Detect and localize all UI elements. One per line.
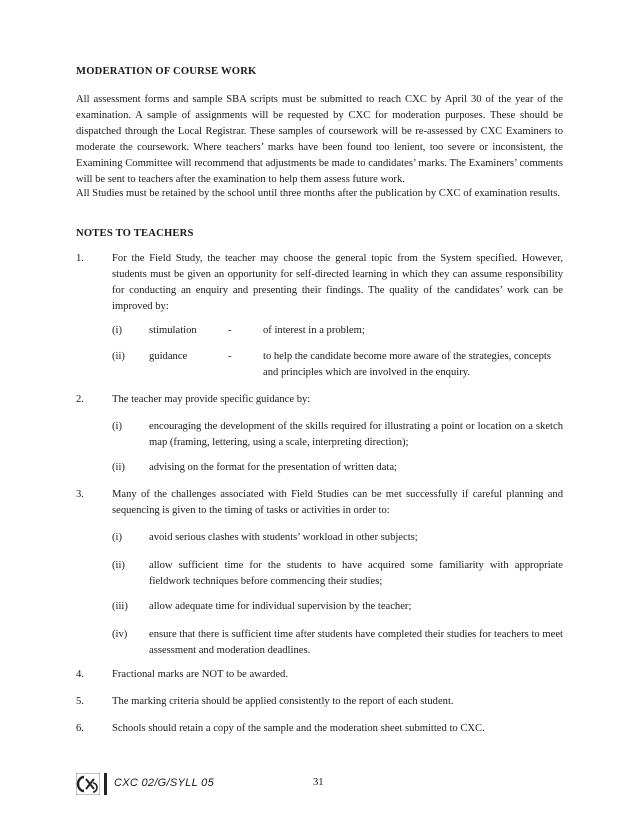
sub-text: to help the candidate become more aware of the strategies, concepts and principles which are involved in the enquiry. — [263, 351, 551, 378]
heading-notes: NOTES TO TEACHERS — [76, 228, 194, 239]
sub-text: of interest in a problem; — [263, 325, 365, 336]
footer-divider — [104, 773, 107, 795]
sub-number: (i) — [112, 532, 122, 543]
note-text: Fractional marks are NOT to be awarded. — [112, 669, 289, 680]
sub-dash: - — [228, 325, 232, 336]
sub-number: (iv) — [112, 629, 128, 640]
sub-text: encouraging the development of the skills required for illustrating a point or location on a sketch map (framing, lettering, using a scale, interpreting direction); — [149, 421, 563, 448]
note-number: 2. — [76, 394, 84, 405]
sub-number: (iii) — [112, 601, 128, 612]
sub-dash: - — [228, 351, 232, 362]
note-number: 5. — [76, 696, 84, 707]
note-text: The marking criteria should be applied consistently to the report of each student. — [112, 696, 454, 707]
sub-text: allow sufficient time for the students to have acquired some familiarity with appropriate fieldwork techniques before commencing their studies; — [149, 560, 563, 587]
note-number: 4. — [76, 669, 84, 680]
note-text: The teacher may provide specific guidance by: — [112, 394, 311, 405]
paragraph-retention: All Studies must be retained by the school until three months after the publication by CXC of examination results. — [76, 188, 560, 199]
sub-number: (i) — [112, 325, 122, 336]
paragraph-moderation: All assessment forms and sample SBA scripts must be submitted to reach CXC by April 30 of the year of the examination. A sample of assignments will be requested by CXC for moderation purposes. These should be dispatched through the Local Registrar. These samples of coursework will be re-assessed by CXC Examiners to moderate the coursework. Where teachers’ marks have been found too lenient, too severe or inconsistent, the Examining Committee will recommend that adjustments be made to candidates’ marks. The Examiners’ comments will be sent to teachers after the examination to help them assess future work. — [76, 94, 563, 185]
sub-text: advising on the format for the presentation of written data; — [149, 462, 397, 473]
note-number: 1. — [76, 253, 84, 264]
sub-number: (ii) — [112, 351, 125, 362]
sub-number: (ii) — [112, 560, 125, 571]
sub-term: stimulation — [149, 325, 197, 336]
note-text: Schools should retain a copy of the sample and the moderation sheet submitted to CXC. — [112, 723, 485, 734]
sub-text: allow adequate time for individual supervision by the teacher; — [149, 601, 412, 612]
sub-term: guidance — [149, 351, 188, 362]
sub-text: ensure that there is sufficient time after students have completed their studies for teachers to meet assessment and moderation deadlines. — [149, 629, 563, 656]
note-number: 6. — [76, 723, 84, 734]
sub-text: avoid serious clashes with students’ workload in other subjects; — [149, 532, 418, 543]
cxc-logo — [76, 773, 100, 795]
page-number: 31 — [313, 777, 324, 788]
sub-number: (ii) — [112, 462, 125, 473]
note-number: 3. — [76, 489, 84, 500]
note-text: Many of the challenges associated with Field Studies can be met successfully if careful planning and sequencing is given to the timing of tasks or activities in order to: — [112, 489, 563, 516]
sub-number: (i) — [112, 421, 122, 432]
note-text: For the Field Study, the teacher may choose the general topic from the System specified. However, students must be given an opportunity for self-directed learning in which they can assume responsibility for conducting an enquiry and presenting their findings. The quality of the candidates’ work can be improved by: — [112, 253, 563, 312]
footer-syllabus-code: CXC 02/G/SYLL 05 — [114, 777, 214, 789]
heading-moderation: MODERATION OF COURSE WORK — [76, 66, 257, 77]
